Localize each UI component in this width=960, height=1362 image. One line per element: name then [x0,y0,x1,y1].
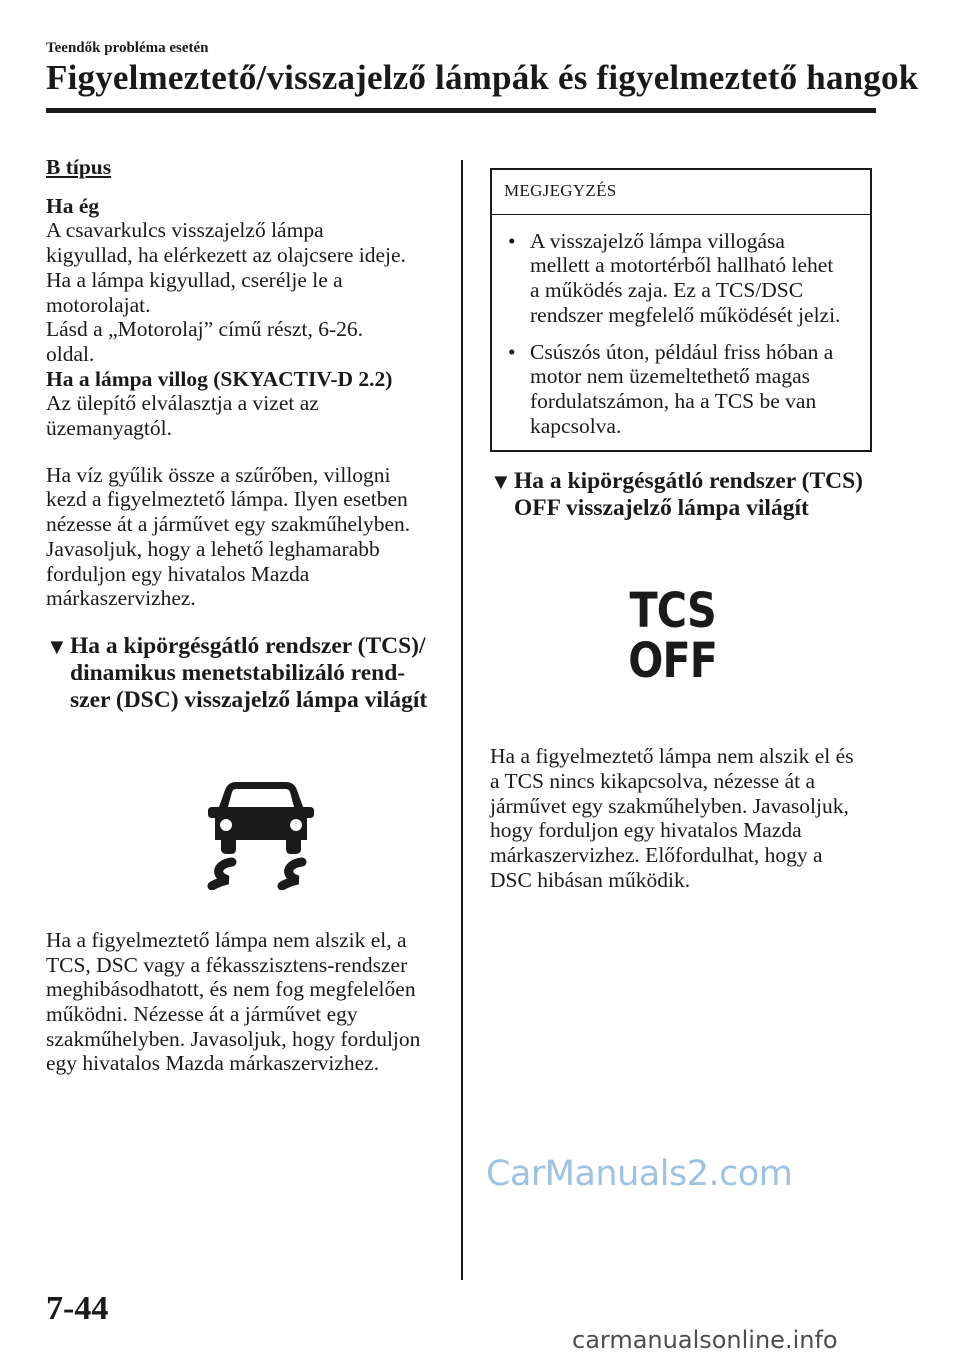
dsc-heading-line: Ha a kipörgésgátló rendszer (TCS)/ [70,632,426,659]
note-line: Csúszós úton, például friss hóban a [530,339,834,364]
tcs-body-line: Ha a figyelmeztető lámpa nem alszik el és [490,744,854,769]
skidding-car-icon [206,774,316,890]
dsc-body-line: meghibásodhatott, és nem fog megfelelően [46,977,416,1002]
tcs-body-line: márkaszervizhez. Előfordulhat, hogy a [490,843,823,868]
note-item [504,340,860,439]
tcs-icon-line: TCS [629,583,717,640]
triangle-bullet-icon: ▼ [490,469,512,495]
column-divider [461,160,463,1280]
note-line: mellett a motortérből hallható lehet [530,253,834,278]
dsc-warning-icon [46,774,446,890]
tcs-off-icon [490,583,876,690]
section-label: Teendők probléma esetén [46,40,209,56]
burn-line: Ha a lámpa kigyullad, cserélje le a [46,267,343,292]
note-line: a működés zaja. Ez a TCS/DSC [530,278,804,303]
tcs-body-line: a TCS nincs kikapcsolva, nézesse át a [490,769,815,794]
note-item [504,229,860,328]
dsc-body-line: TCS, DSC vagy a fékasszisztens-rendszer [46,952,408,977]
right-column [490,168,876,893]
dsc-body-line: működni. Nézesse át a járművet egy [46,1002,358,1027]
note-line: kapcsolva. [530,413,622,438]
bullet-icon: • [508,339,516,364]
burn-line: Lásd a „Motorolaj” című részt, 6-26. [46,317,364,342]
title-rule [46,108,876,113]
tcs-off-indicator-icon [628,583,718,690]
note-list [492,215,870,451]
page-number: 7-44 [46,1290,109,1327]
flash-heading: Ha a lámpa villog (SKYACTIV-D 2.2) [46,366,393,391]
triangle-bullet-icon: ▼ [46,633,68,659]
tcs-heading-line: Ha a kipörgésgátló rendszer (TCS) [514,468,864,495]
dsc-heading-line: dinamikus menetstabilizáló rend- [70,659,406,686]
note-line: motor nem üzemeltethető magas [530,364,811,389]
water-line: Ha víz gyűlik össze a szűrőben, villogni [46,462,391,487]
flash-line: Az ülepítő elválasztja a vizet az [46,391,319,416]
water-line: Javasoljuk, hogy a lehető leghamarabb [46,536,380,561]
water-line: forduljon egy hivatalos Mazda [46,561,310,586]
burn-line: A csavarkulcs visszajelző lámpa [46,218,324,243]
dsc-body-line: szakműhelyben. Javasoljuk, hogy forduljon [46,1026,421,1051]
flash-line: üzemanyagtól. [46,416,172,441]
note-box [490,168,872,452]
tcs-icon-line: OFF [628,633,718,690]
bullet-icon: • [508,228,516,253]
burn-line: oldal. [46,341,95,366]
burn-line: kigyullad, ha elérkezett az olajcsere ideje. [46,243,406,268]
burn-line: motorolajat. [46,292,151,317]
tcs-body-line: járművet egy szakműhelyben. Javasoljuk, [490,793,849,818]
water-line: nézesse át a járművet egy szakműhelyben. [46,512,411,537]
dsc-heading-line: szer (DSC) visszajelző lámpa világít [70,686,428,713]
tcs-body-line: hogy forduljon egy hivatalos Mazda [490,818,802,843]
dsc-body-line: Ha a figyelmeztető lámpa nem alszik el, a [46,927,407,952]
tcs-body-line: DSC hibásan működik. [490,867,691,892]
tcs-heading-line: OFF visszajelző lámpa világít [514,495,809,522]
note-line: fordulatszámon, ha a TCS be van [530,388,817,413]
water-line: kezd a figyelmeztető lámpa. Ilyen esetben [46,487,408,512]
note-line: rendszer megfelelő működését jelzi. [530,302,841,327]
watermark-link[interactable]: CarManuals2.com [486,1154,793,1194]
water-line: márkaszervizhez. [46,586,196,611]
note-title: MEGJEGYZÉS [492,170,870,215]
dsc-body-line: egy hivatalos Mazda márkaszervizhez. [46,1051,380,1076]
footer-site-link[interactable]: carmanualsonline.info [572,1326,838,1354]
dsc-heading [46,633,446,714]
page-title: Figyelmeztető/visszajelző lámpák és figyelmeztető hangok [46,58,919,97]
burn-heading: Ha ég [46,193,100,218]
note-line: A visszajelző lámpa villogása [530,228,785,253]
left-column [46,155,446,1076]
type-b-subtitle: B típus [46,155,112,179]
tcs-off-heading [490,468,876,522]
